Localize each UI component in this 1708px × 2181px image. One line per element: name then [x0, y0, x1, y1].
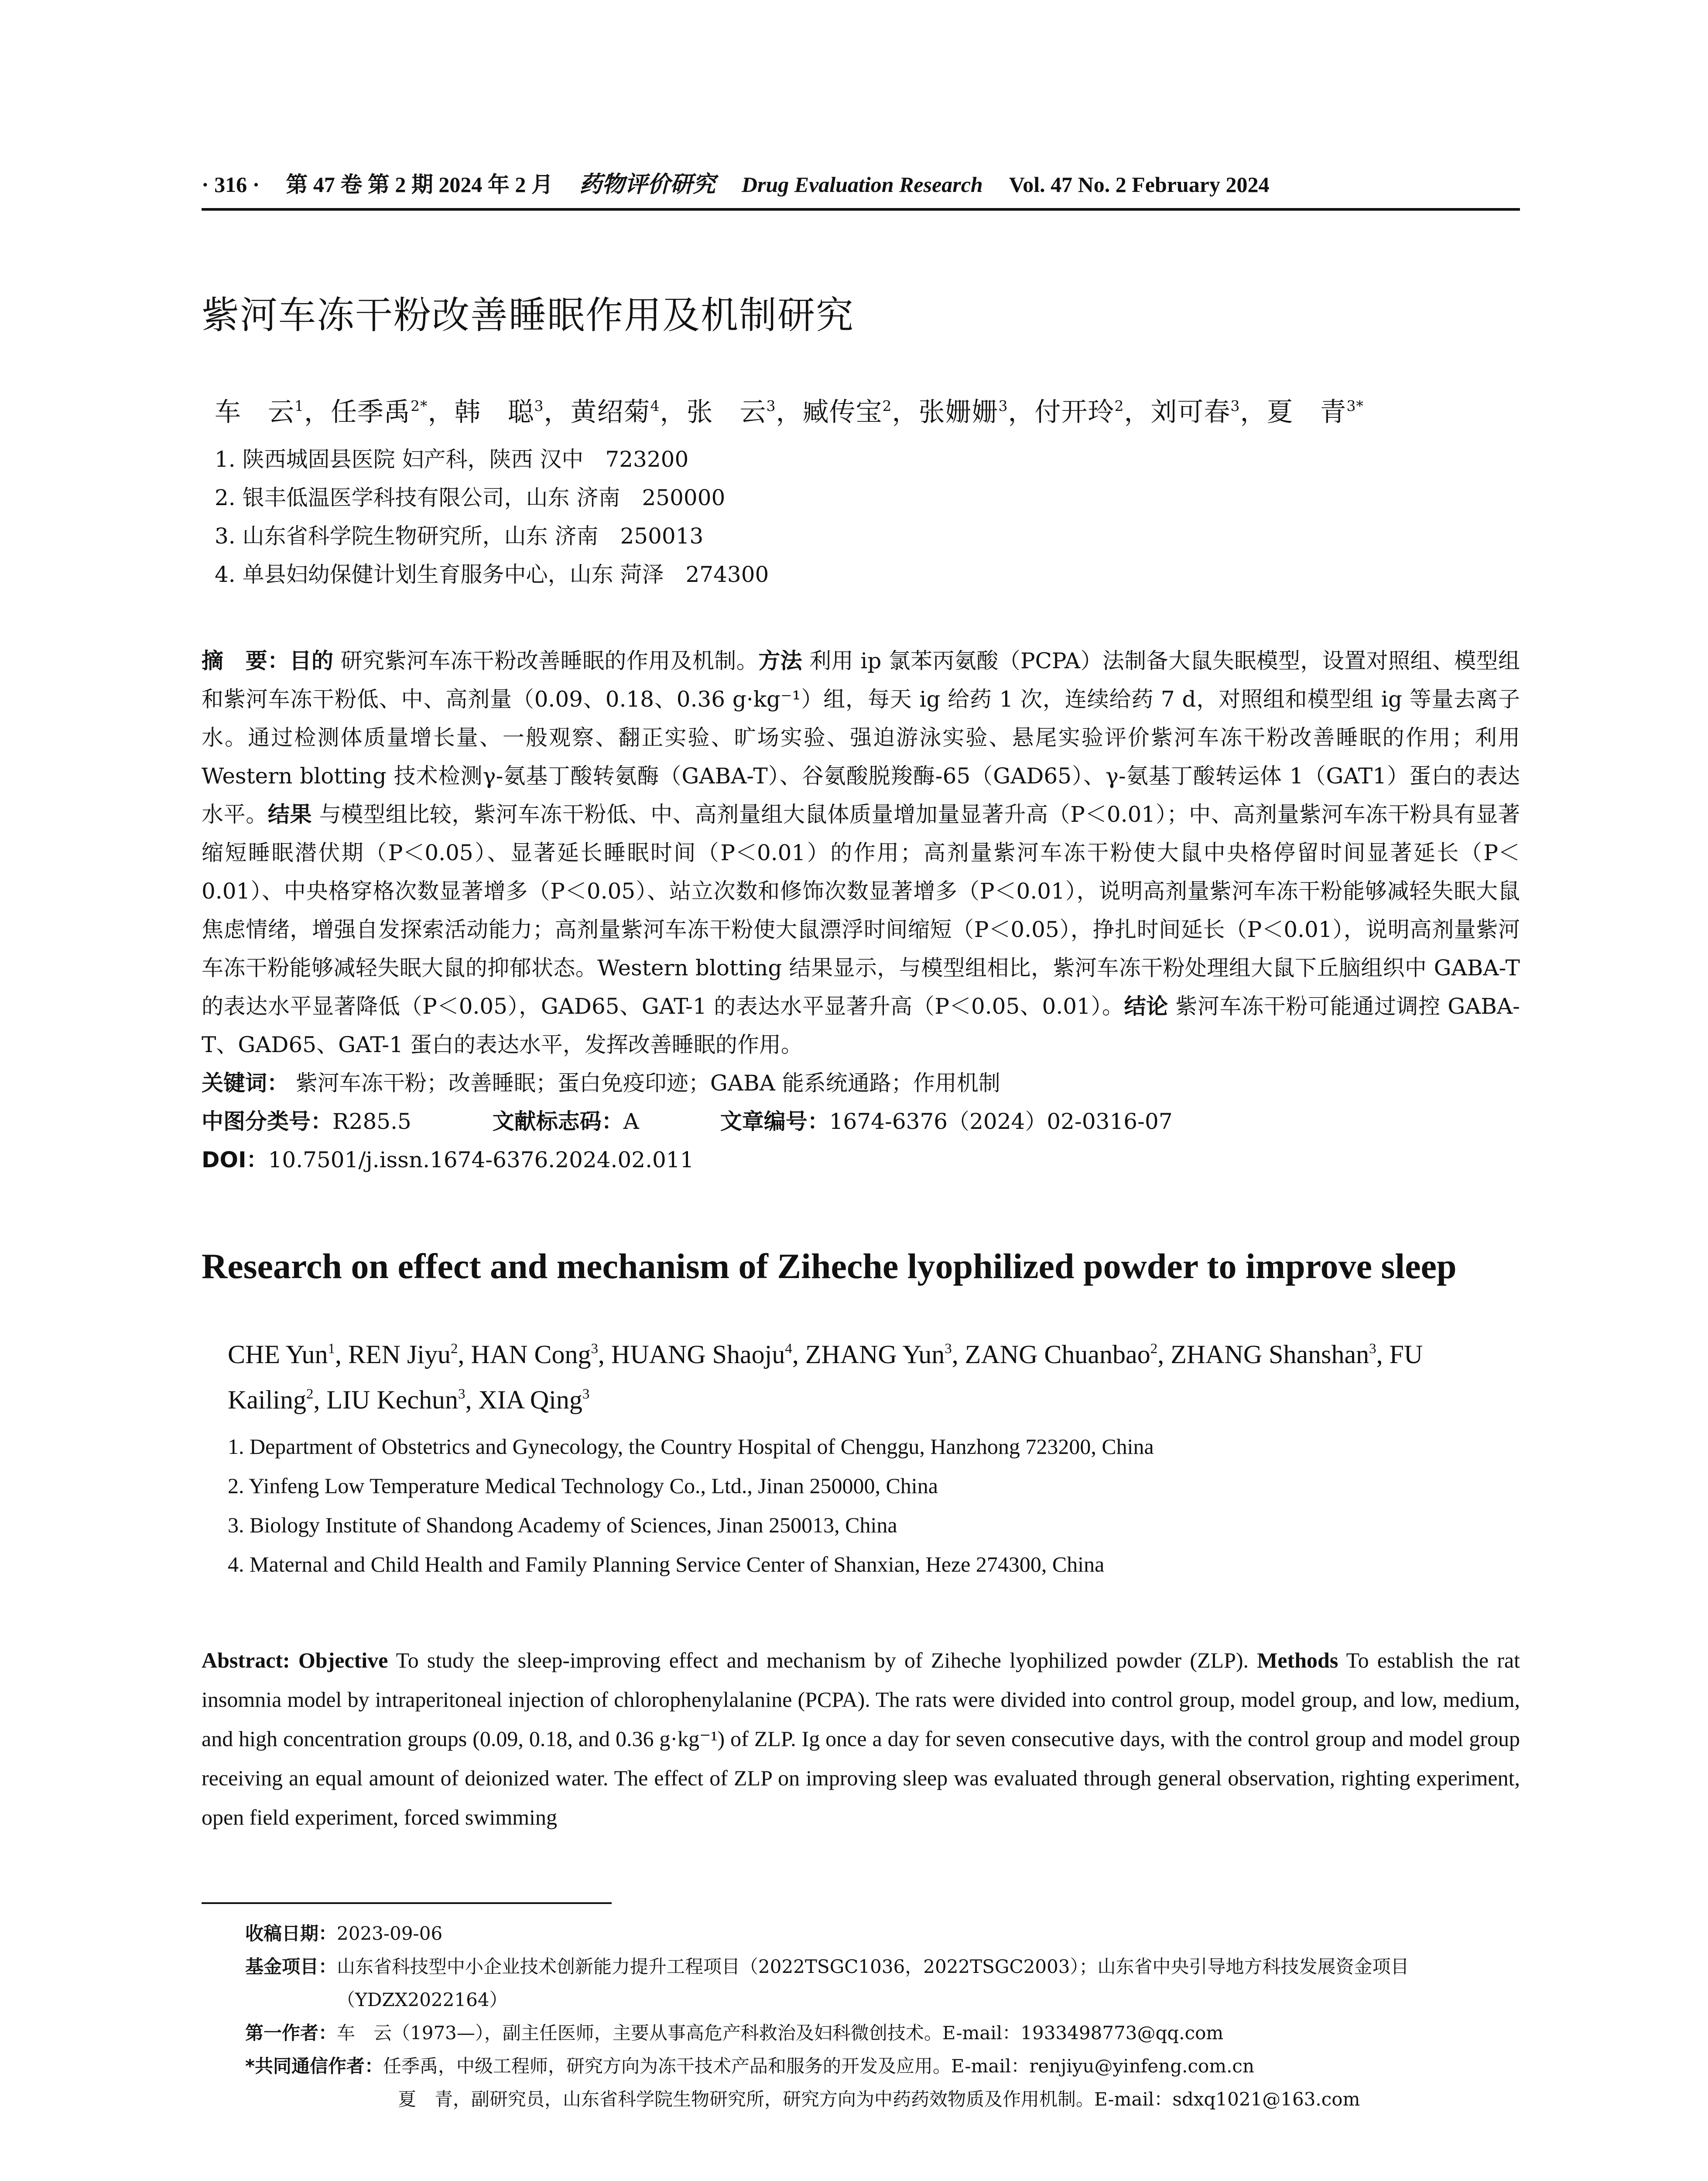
author-affiliation-mark: 2 [882, 397, 892, 414]
abstract-cn [202, 642, 1520, 1064]
affiliations-en [202, 1427, 1520, 1584]
objective-label: 目的 [289, 648, 334, 673]
clc-value: R285.5 [332, 1109, 411, 1134]
author-affiliation-mark: 4 [650, 397, 660, 414]
author-affiliation-mark: 3 [766, 397, 776, 414]
author-name: XIA Qing [478, 1385, 582, 1414]
author-name: 车 云 [215, 397, 294, 427]
methods-label-en: Methods [1257, 1648, 1338, 1672]
classification-line [202, 1102, 1520, 1141]
results-label: 结果 [267, 802, 312, 827]
corresponding-value-2: 夏 青，副研究员，山东省科学院生物研究所，研究方向为中药药效物质及作用机制。E-mail：sdxq1021@163.com [398, 2089, 1360, 2110]
affiliation-cn: 4. 单县妇幼保健计划生育服务中心，山东 菏泽 274300 [215, 562, 769, 587]
keywords-label: 关键词： [202, 1070, 289, 1096]
received-label: 收稿日期： [245, 1923, 337, 1944]
author-name: 刘可春 [1150, 397, 1231, 427]
first-author [245, 2017, 1520, 2050]
conclusion-label: 结论 [1124, 994, 1168, 1019]
issue-en: Vol. 47 No. 2 February 2024 [1009, 172, 1270, 197]
received-value: 2023-09-06 [337, 1923, 443, 1944]
author-affiliation-mark: 3 [458, 1386, 466, 1402]
author-affiliation-mark: 2 [450, 1340, 458, 1357]
issue-cn: 第 47 卷 第 2 期 2024 年 2 月 [286, 172, 553, 197]
first-author-label: 第一作者： [245, 2022, 337, 2044]
author-name: REN Jiyu [348, 1340, 451, 1369]
methods-text: 利用 ip 氯苯丙氨酸（PCPA）法制备大鼠失眠模型，设置对照组、模型组和紫河车冻干粉低、中、高剂量（0.09、0.18、0.36 g·kg⁻¹）组，每天 ig 给药 1 次，连续给药 7 d，对照组和模型组 ig 等量去离子水。通过检测体质量增长量、一般观察、翻正实验、旷场实验、强迫游泳实验、悬尾实验评价紫河车冻干粉改善睡眠的作用；利用 Western blotting 技术检测γ-氨基丁酸转氨酶（GABA-T）、谷氨酸脱羧酶-65（GAD65）、γ-氨基丁酸转运体 1（GAT1）蛋白的表达水平。 [202, 648, 1520, 827]
author-name: HAN Cong [471, 1340, 591, 1369]
author-name: 夏 青 [1266, 397, 1347, 427]
methods-label: 方法 [758, 648, 802, 673]
author-name: ZANG Chuanbao [965, 1340, 1150, 1369]
author-affiliation-mark: 3 [591, 1340, 598, 1357]
author-affiliation-mark: 4 [785, 1340, 792, 1357]
received-date [245, 1917, 1520, 1950]
author-name: 韩 聪 [454, 397, 534, 427]
affiliation-cn: 3. 山东省科学院生物研究所，山东 济南 250013 [215, 523, 704, 549]
author-affiliation-mark: 2 [1150, 1340, 1158, 1357]
author-name: 黄绍菊 [570, 397, 650, 427]
corresponding-label: *共同通信作者： [245, 2055, 383, 2077]
paper-title-cn: 紫河车冻干粉改善睡眠作用及机制研究 [202, 294, 854, 337]
doi-value: 10.7501/j.issn.1674-6376.2024.02.011 [268, 1147, 694, 1173]
author-name: 付开玲 [1034, 397, 1115, 427]
author-affiliation-mark: 1 [328, 1340, 335, 1357]
author-affiliation-mark: 3 [582, 1386, 590, 1402]
author-list-en: CHE Yun$^1$, REN Jiyu$^2$, HAN Cong$^3$, HUANG Shaoju$^4$, ZHANG Yun$^3$, ZANG Chuanbao$^2$, ZHANG Shanshan$^3$, FU Kailing$^2$, LIU Kechun$^3$, XIA Qing$^3$ [228, 1340, 1423, 1414]
author-affiliation-mark: 2 [306, 1386, 314, 1402]
author-name: LIU Kechun [326, 1385, 459, 1414]
author-name: ZHANG Yun [805, 1340, 945, 1369]
author-affiliation-mark: 1 [294, 397, 304, 414]
author-affiliation-mark: 3* [1346, 397, 1364, 414]
paper-title-en: Research on effect and mechanism of Ziheche lyophilized powder to improve sleep [202, 1246, 1457, 1286]
author-affiliation-mark: 2* [411, 397, 428, 414]
author-list-cn: 车 云$^1$，任季禹$^{2*}$，韩 聪$^3$，黄绍菊$^4$，张 云$^3$，臧传宝$^2$，张姗姗$^3$，付开玲$^2$，刘可春$^3$，夏 青$^{3*}$ [215, 397, 1364, 427]
first-author-value: 车 云（1973—），副主任医师，主要从事高危产科救治及妇科微创技术。E-mail：1933498773@qq.com [337, 2022, 1224, 2044]
objective-label-en: Objective [298, 1648, 388, 1672]
affiliation-en: 2. Yinfeng Low Temperature Medical Technology Co., Ltd., Jinan 250000, China [228, 1473, 938, 1498]
results-text: 与模型组比较，紫河车冻干粉低、中、高剂量组大鼠体质量增加量显著升高（P＜0.01）；中、高剂量紫河车冻干粉具有显著缩短睡眠潜伏期（P＜0.05）、显著延长睡眠时间（P＜0.01）的作用；高剂量紫河车冻干粉使大鼠中央格停留时间显著延长（P＜0.01）、中央格穿格次数显著增多（P＜0.05）、站立次数和修饰次数显著增多（P＜0.01），说明高剂量紫河车冻干粉能够减轻失眠大鼠焦虑情绪，增强自发探索活动能力；高剂量紫河车冻干粉使大鼠漂浮时间缩短（P＜0.05），挣扎时间延长（P＜0.01），说明高剂量紫河车冻干粉能够减轻失眠大鼠的抑郁状态。Western blotting 结果显示，与模型组相比，紫河车冻干粉处理组大鼠下丘脑组织中 GABA-T 的表达水平显著降低（P＜0.05），GAD65、GAT-1 的表达水平显著升高（P＜0.05、0.01）。 [202, 802, 1520, 1019]
objective-text: 研究紫河车冻干粉改善睡眠的作用及机制。 [340, 648, 759, 673]
fund-label: 基金项目： [245, 1956, 337, 1977]
author-name: 张姗姗 [918, 397, 999, 427]
author-name: 张 云 [686, 397, 767, 427]
affiliation-en: 3. Biology Institute of Shandong Academy of Sciences, Jinan 250013, China [228, 1513, 897, 1537]
corresponding-author [245, 2050, 1520, 2083]
abstract-label: 摘 要： [202, 648, 290, 673]
affiliations-cn [202, 440, 1520, 594]
journal-logo: 药物评价研究 [579, 171, 715, 198]
author-affiliation-mark: 3 [945, 1340, 952, 1357]
author-affiliation-mark: 3 [998, 397, 1008, 414]
author-affiliation-mark: 3 [1230, 397, 1240, 414]
article-number-value: 1674-6376（2024）02-0316-07 [829, 1109, 1173, 1134]
doi-line [202, 1141, 1520, 1179]
methods-text-en: To establish the rat insomnia model by intraperitoneal injection of chlorophenylalanine (PCPA). The rats were divided into control group, model group, and low, medium, and high concentration groups (0.09, 0.18, and 0.36 g·kg⁻¹) of ZLP. Ig once a day for seven consecutive days, with the control group and model group receiving an equal amount of deionized water. The effect of ZLP on improving sleep was evaluated through general observation, righting experiment, open field experiment, forced swimming [202, 1648, 1520, 1829]
author-name: FU Kailing [228, 1340, 1423, 1414]
author-name: HUANG Shaoju [611, 1340, 785, 1369]
author-affiliation-mark: 2 [1114, 397, 1124, 414]
clc-label: 中图分类号： [202, 1109, 332, 1134]
doi-label: DOI： [202, 1147, 268, 1173]
page-number: · 316 · [202, 172, 260, 197]
corresponding-value-1: 任季禹，中级工程师，研究方向为冻干技术产品和服务的开发及应用。E-mail：renjiyu@yinfeng.com.cn [383, 2055, 1255, 2077]
abstract-en [202, 1641, 1520, 1837]
affiliation-cn: 2. 银丰低温医学科技有限公司，山东 济南 250000 [215, 485, 726, 510]
footnote-divider [202, 1902, 612, 1904]
abstract-label-en: Abstract: [202, 1648, 290, 1672]
keywords-text: 紫河车冻干粉；改善睡眠；蛋白免疫印迹；GABA 能系统通路；作用机制 [295, 1070, 1000, 1096]
keywords-cn [202, 1064, 1520, 1102]
affiliation-en: 1. Department of Obstetrics and Gynecology, the Country Hospital of Chenggu, Hanzhong 723200, China [228, 1434, 1154, 1459]
journal-name-en: Drug Evaluation Research [741, 172, 983, 197]
author-name: CHE Yun [228, 1340, 328, 1369]
author-name: 任季禹 [331, 397, 411, 427]
doc-code-value: A [623, 1109, 639, 1134]
author-affiliation-mark: 3 [534, 397, 544, 414]
doc-code-label: 文献标志码： [492, 1109, 623, 1134]
author-name: ZHANG Shanshan [1171, 1340, 1369, 1369]
author-affiliation-mark: 3 [1369, 1340, 1376, 1357]
affiliation-en: 4. Maternal and Child Health and Family Planning Service Center of Shanxian, Heze 274300, China [228, 1552, 1105, 1576]
article-number-label: 文章编号： [720, 1109, 829, 1134]
objective-text-en: To study the sleep-improving effect and mechanism by of Ziheche lyophilized powder (ZLP). [396, 1648, 1249, 1672]
funding [245, 1950, 1520, 2017]
fund-value: 山东省科技型中小企业技术创新能力提升工程项目（2022TSGC1036，2022TSGC2003）；山东省中央引导地方科技发展资金项目（YDZX2022164） [337, 1956, 1409, 2010]
footnotes [202, 1917, 1520, 2116]
author-name: 臧传宝 [802, 397, 883, 427]
conclusion-text: 紫河车冻干粉可能通过调控 GABA-T、GAD65、GAT-1 蛋白的表达水平，发挥改善睡眠的作用。 [202, 994, 1520, 1057]
running-header [202, 166, 1520, 211]
affiliation-cn: 1. 陕西城固县医院 妇产科，陕西 汉中 723200 [215, 447, 689, 472]
paper-page [202, 166, 1520, 2116]
